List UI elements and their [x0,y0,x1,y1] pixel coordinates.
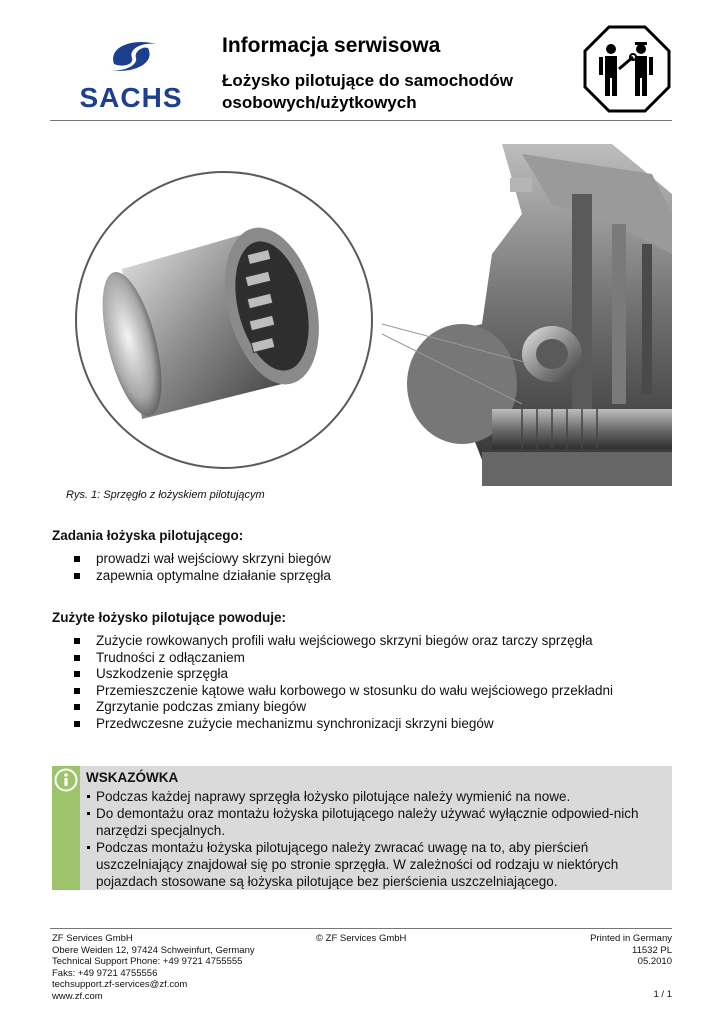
list-item: Podczas montażu łożyska pilotującego należy zwracać uwagę na to, aby pierścień uszczelniający znajdował się po stronie sprzęgła. W zależności od rodzaju w niektórych pojazdach stosowane są łożyska pilotujące bez pierścienia uszczelniającego. [86,839,666,890]
subtitle-line-1: Łożysko pilotujące do samochodów [222,71,513,90]
hint-icon-column [52,766,80,890]
hint-list [86,788,666,890]
tasks-heading: Zadania łożyska pilotującego: [52,528,244,543]
effects-list [52,633,672,732]
list-item: Przedwczesne zużycie mechanizmu synchronizacji skrzyni biegów [52,716,672,733]
footer-line: 05.2010 [637,956,672,967]
hint-title: WSKAZÓWKA [86,770,179,785]
list-item: Trudności z odłączaniem [52,650,672,667]
page-number: 1 / 1 [653,989,672,1000]
footer-line: Technical Support Phone: +49 9721 4755555 [52,956,243,967]
list-item: Uszkodzenie sprzęgła [52,666,672,683]
footer-print-info [500,933,672,968]
list-item: zapewnia optymalne działanie sprzęgła [52,568,672,585]
footer-line: Printed in Germany [590,933,672,944]
page-title: Informacja serwisowa [222,34,441,57]
info-icon [54,768,78,792]
clutch-pilot-bearing-illustration [52,134,672,486]
footer-line: Faks: +49 9721 4755556 [52,967,158,979]
list-item: Do demontażu oraz montażu łożyska pilotującego należy używać wyłącznie odpowied-nich narzędzi specjalnych. [86,805,666,839]
list-item: Zużycie rowkowanych profili wału wejściowego skrzyni biegów oraz tarczy sprzęgła [52,633,672,650]
list-item: prowadzi wał wejściowy skrzyni biegów [52,551,672,568]
worn-bearing-heading: Zużyte łożysko pilotujące powoduje: [52,610,287,625]
sachs-logo [56,34,206,114]
page-header [50,22,674,120]
list-item: Podczas każdej naprawy sprzęgła łożysko pilotujące należy wymienić na nowe. [86,788,666,805]
header-divider [50,120,672,121]
sachs-logo-icon [56,34,206,84]
footer-line: 11532 PL [632,944,672,956]
list-item: Przemieszczenie kątowe wału korbowego w stosunku do wału wejściowego przekładni [52,683,672,700]
tasks-list [52,551,672,584]
tasks-section [52,528,672,584]
logo-text: SACHS [79,82,183,113]
mechanic-warning-icon [583,25,671,113]
page-subtitle [222,70,582,114]
subtitle-line-2: osobowych/użytkowych [222,93,417,112]
list-item: Zgrzytanie podczas zmiany biegów [52,699,672,716]
footer-company-info [52,933,255,1002]
footer-line: techsupport.zf-services@zf.com [52,979,188,990]
hint-box [52,766,672,890]
footer-line: ZF Services GmbH [52,933,133,944]
footer-divider [50,928,672,929]
footer-line: Obere Weiden 12, 97424 Schweinfurt, Germany [52,944,255,956]
figure-caption: Rys. 1: Sprzęgło z łożyskiem pilotującym [66,489,265,501]
worn-bearing-effects-section [52,610,672,732]
footer-line: www.zf.com [52,990,103,1002]
footer-copyright: © ZF Services GmbH [316,933,407,944]
